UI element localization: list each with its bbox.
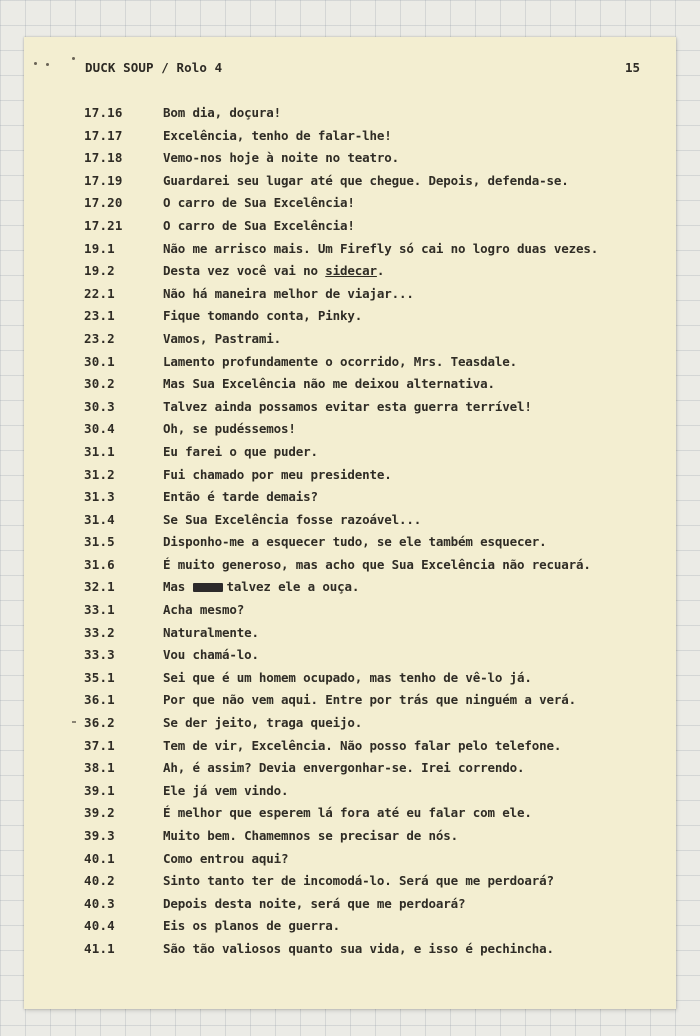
line-text-main: Depois desta noite, será que me perdoará? xyxy=(163,895,466,911)
dialogue-line xyxy=(24,828,676,851)
line-text-main: Sinto tanto ter de incomodá-lo. Será que me perdoará? xyxy=(163,873,554,889)
line-text-main: Excelência, tenho de falar-lhe! xyxy=(163,127,392,143)
dialogue-line xyxy=(24,105,676,128)
line-text xyxy=(163,150,399,165)
line-text xyxy=(163,557,591,572)
line-text xyxy=(163,941,554,956)
line-text-main: Se Sua Excelência fosse razoável... xyxy=(163,511,422,527)
line-number: 38.1 xyxy=(84,760,115,776)
line-text-main: Mas xyxy=(163,579,186,595)
line-text-main: Bom dia, doçura! xyxy=(163,105,282,120)
line-number: 39.3 xyxy=(84,828,115,843)
line-text-main: O carro de Sua Excelência! xyxy=(163,217,355,233)
line-number: 37.1 xyxy=(84,737,115,753)
line-text xyxy=(163,851,288,866)
line-text-main: Eu farei o que puder. xyxy=(163,443,318,459)
line-number: 30.4 xyxy=(84,421,115,437)
line-number: 22.1 xyxy=(84,285,115,301)
line-text-after: talvez ele a ouça. xyxy=(226,579,360,595)
line-text xyxy=(163,105,281,120)
line-text xyxy=(163,873,554,888)
line-text xyxy=(163,399,532,414)
line-text-main: É melhor que esperem lá fora até eu falar com ele. xyxy=(163,805,532,821)
ink-blot-strikeout xyxy=(193,583,223,592)
line-text xyxy=(163,692,576,707)
line-number: 31.4 xyxy=(84,511,115,527)
line-text xyxy=(163,286,414,301)
line-number: 17.20 xyxy=(84,195,123,211)
line-number: 30.1 xyxy=(84,353,115,369)
line-number: 41.1 xyxy=(84,940,115,956)
dialogue-line xyxy=(24,625,676,648)
line-text-main: Ele já vem vindo. xyxy=(163,782,289,798)
dialogue-line xyxy=(24,150,676,173)
dialogue-line xyxy=(24,286,676,309)
punch-dot xyxy=(72,57,75,60)
line-number: 31.3 xyxy=(84,489,115,505)
line-text-main: São tão valiosos quanto sua vida, e isso é pechincha. xyxy=(163,940,554,956)
line-text-main: Vou chamá-lo. xyxy=(163,647,259,663)
punch-dot xyxy=(34,62,37,65)
dialogue-line xyxy=(24,512,676,535)
dialogue-line xyxy=(24,128,676,151)
typewritten-page xyxy=(24,37,676,1009)
dialogue-line xyxy=(24,647,676,670)
line-text xyxy=(163,467,392,482)
line-text-main: Como entrou aqui? xyxy=(163,850,289,866)
line-number: 40.2 xyxy=(84,873,115,889)
line-text-main: Fui chamado por meu presidente. xyxy=(163,466,392,482)
line-number: 39.1 xyxy=(84,782,115,798)
dialogue-line xyxy=(24,195,676,218)
line-text-main: Não me arrisco mais. Um Firefly só cai no logro duas vezes. xyxy=(163,240,599,256)
line-number: 17.17 xyxy=(84,127,123,143)
line-text-main: Fique tomando conta, Pinky. xyxy=(163,308,363,324)
line-number: 36.2 xyxy=(84,715,115,731)
line-number: 23.1 xyxy=(84,308,115,324)
line-text-main: Se der jeito, traga queijo. xyxy=(163,715,363,731)
line-number: 17.21 xyxy=(84,217,123,233)
dialogue-line xyxy=(24,173,676,196)
line-number: 23.2 xyxy=(84,330,115,346)
line-text xyxy=(163,241,598,256)
line-text-main: Muito bem. Chamemnos se precisar de nós. xyxy=(163,828,459,843)
line-number: 35.1 xyxy=(84,669,115,685)
line-text xyxy=(163,331,281,346)
line-text xyxy=(163,783,288,798)
underlined-word: sidecar xyxy=(325,263,377,279)
dialogue-line xyxy=(24,851,676,874)
line-text xyxy=(163,218,355,233)
dialogue-line xyxy=(24,489,676,512)
dialogue-line xyxy=(24,602,676,625)
dialogue-line xyxy=(24,467,676,490)
punch-dot xyxy=(46,63,49,66)
line-number: 40.3 xyxy=(84,895,115,911)
line-text xyxy=(163,308,362,323)
line-number: 40.1 xyxy=(84,850,115,866)
line-text-main: Oh, se pudéssemos! xyxy=(163,421,296,437)
line-text xyxy=(163,354,517,369)
line-text xyxy=(163,376,495,391)
line-text xyxy=(163,715,362,730)
line-number: 19.1 xyxy=(84,240,115,256)
line-number: 31.6 xyxy=(84,556,115,572)
dialogue-line xyxy=(24,444,676,467)
line-number: 17.18 xyxy=(84,150,123,166)
line-text-main: Não há maneira melhor de viajar... xyxy=(163,285,414,301)
dialogue-line xyxy=(24,692,676,715)
line-text xyxy=(163,828,458,843)
dialogue-line xyxy=(24,760,676,783)
line-text xyxy=(163,918,340,933)
line-number: 33.2 xyxy=(84,624,115,640)
page-number: 15 xyxy=(624,60,640,75)
line-number: 31.2 xyxy=(84,466,115,482)
dialogue-line xyxy=(24,263,676,286)
line-text-main: Ah, é assim? Devia envergonhar-se. Irei correndo. xyxy=(163,760,525,776)
line-text-main: Disponho-me a esquecer tudo, se ele também esquecer. xyxy=(163,534,547,550)
line-number: 31.1 xyxy=(84,443,115,459)
line-text-main: Acha mesmo? xyxy=(163,602,245,618)
line-text xyxy=(163,173,569,188)
line-number: 32.1 xyxy=(84,579,115,595)
line-text xyxy=(163,760,524,775)
line-text xyxy=(163,512,421,527)
dialogue-line xyxy=(24,241,676,264)
dialogue-line xyxy=(24,805,676,828)
line-text-main: O carro de Sua Excelência! xyxy=(163,195,355,211)
dialogue-list xyxy=(24,105,676,964)
line-text-main: Desta vez você vai no xyxy=(163,263,326,279)
dialogue-line xyxy=(24,941,676,964)
dialogue-line xyxy=(24,421,676,444)
line-number: 40.4 xyxy=(84,918,115,934)
line-text xyxy=(163,579,359,594)
line-text xyxy=(163,128,392,143)
line-text xyxy=(163,625,259,640)
line-number: 33.3 xyxy=(84,647,115,663)
line-number: 31.5 xyxy=(84,534,115,550)
dialogue-line xyxy=(24,534,676,557)
margin-tick-mark xyxy=(72,721,76,723)
script-title: DUCK SOUP / Rolo 4 xyxy=(85,60,223,75)
line-text xyxy=(163,602,244,617)
dialogue-line xyxy=(24,308,676,331)
line-number: 30.3 xyxy=(84,398,115,414)
line-text-main: Vamos, Pastrami. xyxy=(163,330,282,346)
line-text xyxy=(163,195,355,210)
line-text-main: Por que não vem aqui. Entre por trás que ninguém a verá. xyxy=(163,692,577,708)
dialogue-line xyxy=(24,331,676,354)
line-number: 39.2 xyxy=(84,805,115,821)
dialogue-line xyxy=(24,670,676,693)
line-text-main: Mas Sua Excelência não me deixou alternativa. xyxy=(163,376,495,392)
dialogue-line xyxy=(24,873,676,896)
line-text-main: Sei que é um homem ocupado, mas tenho de vê-lo já. xyxy=(163,669,532,685)
line-number: 17.19 xyxy=(84,172,123,188)
line-text-main: Então é tarde demais? xyxy=(163,489,318,505)
dialogue-line xyxy=(24,715,676,738)
dialogue-line xyxy=(24,918,676,941)
dialogue-line xyxy=(24,399,676,422)
dialogue-line xyxy=(24,738,676,761)
dialogue-line xyxy=(24,218,676,241)
line-text xyxy=(163,534,547,549)
line-text xyxy=(163,670,532,685)
line-text-main: Lamento profundamente o ocorrido, Mrs. Teasdale. xyxy=(163,353,518,369)
line-text-after: . xyxy=(376,263,385,279)
line-text xyxy=(163,263,384,278)
line-text-main: Vemo-nos hoje à noite no teatro. xyxy=(163,150,400,166)
dialogue-line xyxy=(24,579,676,602)
punch-marks xyxy=(32,59,72,69)
line-text xyxy=(163,738,561,753)
line-text xyxy=(163,647,259,662)
line-text xyxy=(163,421,296,436)
line-text-main: Naturalmente. xyxy=(163,624,259,640)
line-text xyxy=(163,896,465,911)
line-text-main: Eis os planos de guerra. xyxy=(163,918,341,934)
dialogue-line xyxy=(24,557,676,580)
line-text xyxy=(163,805,532,820)
dialogue-line xyxy=(24,783,676,806)
line-number: 33.1 xyxy=(84,602,115,618)
line-number: 30.2 xyxy=(84,376,115,392)
line-text-main: Talvez ainda possamos evitar esta guerra terrível! xyxy=(163,398,532,414)
line-number: 19.2 xyxy=(84,263,115,279)
line-text-main: Tem de vir, Excelência. Não posso falar pelo telefone. xyxy=(163,737,562,753)
line-text xyxy=(163,489,318,504)
line-text-main: Guardarei seu lugar até que chegue. Depois, defenda-se. xyxy=(163,172,569,188)
line-number: 17.16 xyxy=(84,105,123,120)
dialogue-line xyxy=(24,376,676,399)
line-text-main: É muito generoso, mas acho que Sua Excelência não recuará. xyxy=(163,556,591,572)
dialogue-line xyxy=(24,896,676,919)
line-number: 36.1 xyxy=(84,692,115,708)
dialogue-line xyxy=(24,354,676,377)
line-text xyxy=(163,444,318,459)
